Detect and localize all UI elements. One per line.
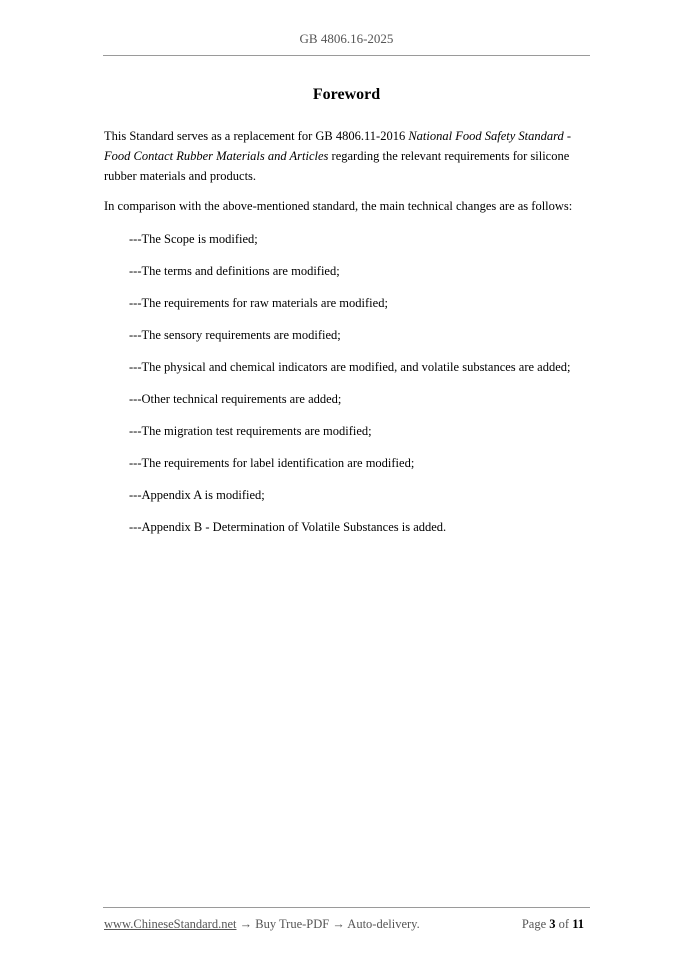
page-current: 3 [549,917,556,931]
change-item: ---Appendix B - Determination of Volatile Substances is added. [129,520,447,534]
auto-delivery-text: Auto-delivery. [344,917,420,931]
comparison-paragraph: In comparison with the above-mentioned standard, the main technical changes are as follows: [104,199,573,213]
change-item: ---The migration test requirements are modified; [129,424,372,438]
footer-divider [103,907,590,908]
page-total: 11 [572,917,584,931]
change-item: ---The sensory requirements are modified; [129,328,341,342]
change-item: ---The terms and definitions are modified; [129,264,340,278]
intro-line-2 [104,146,590,166]
change-item: ---Other technical requirements are added; [129,392,342,406]
intro-text-cont: regarding the relevant requirements for silicone [328,149,570,163]
page-header: GB 4806.16-2025 [299,31,394,46]
change-item: ---The requirements for raw materials are modified; [129,296,388,310]
page-label: Page [521,917,547,931]
change-item: ---The Scope is modified; [129,232,258,246]
footer-promo [104,917,420,932]
arrow-right-icon: → [332,917,345,931]
intro-standard-title-cont: Food Contact Rubber Materials and Articles [104,149,329,163]
intro-line-3: rubber materials and products. [104,169,257,183]
change-item: ---Appendix A is modified; [129,488,265,502]
change-item: ---The requirements for label identification are modified; [129,456,415,470]
intro-paragraph [104,126,590,186]
page-title: Foreword [312,86,381,103]
intro-text: This Standard serves as a replacement for GB 4806.11-2016 [104,129,409,143]
change-item: ---The physical and chemical indicators are modified, and volatile substances are added; [129,360,571,374]
intro-line-1 [104,126,590,146]
intro-standard-title: National Food Safety Standard - [408,129,572,143]
arrow-right-icon: → [239,917,253,931]
page-of: of [558,917,570,931]
page-number [522,917,584,932]
site-link[interactable]: www.ChineseStandard.net [104,917,237,931]
header-divider [103,55,590,56]
buy-text: Buy True-PDF [252,917,333,931]
